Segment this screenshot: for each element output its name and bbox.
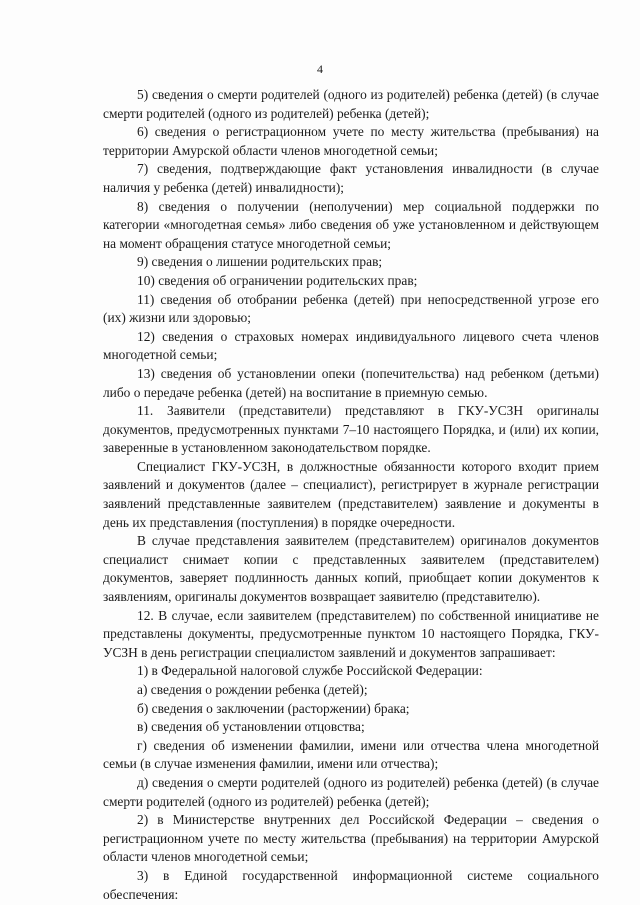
paragraph: 12. В случае, если заявителем (представителем) по собственной инициативе не представлены документы, предусмотренные пунктом 10 настоящего Порядка, ГКУ-УСЗН в день регистрации специалистом заявлений и документов запрашивает: bbox=[103, 607, 599, 660]
paragraph: 13) сведения об установлении опеки (попечительства) над ребенком (детьми) либо о передаче ребенка (детей) на воспитание в приемную семью. bbox=[103, 365, 599, 400]
paragraph: в) сведения об установлении отцовства; bbox=[137, 719, 365, 735]
paragraph: 7) сведения, подтверждающие факт установления инвалидности (в случае наличия у ребенка (детей) инвалидности); bbox=[103, 161, 599, 195]
paragraph: 6) сведения о регистрационном учете по месту жительства (пребывания) на территории Амурской области членов многодетной семьи; bbox=[103, 124, 599, 158]
paragraph: 5) сведения о смерти родителей (одного из родителей) ребенка (детей) (в случае смерти родителей (одного из родителей) ребенка (детей); bbox=[103, 87, 599, 121]
paragraph: 8) сведения о получении (неполучении) мер социальной поддержки по категории «многодетная семья» либо сведения об уже установленном и действующем на момент обращения статусе многодетной семьи; bbox=[103, 198, 599, 251]
paragraph: 2) в Министерстве внутренних дел Российской Федерации – сведения о регистрационном учете по месту жительства (пребывания) на территории Амурской области членов многодетной семьи; bbox=[103, 812, 599, 865]
paragraph: б) сведения о заключении (расторжении) брака; bbox=[137, 700, 410, 716]
paragraph: 12) сведения о страховых номерах индивидуального лицевого счета членов многодетной семьи; bbox=[103, 328, 599, 363]
page-number: 4 bbox=[317, 62, 323, 76]
paragraph: 1) в Федеральной налоговой службе Российской Федерации: bbox=[137, 663, 483, 679]
paragraph: 3) в Единой государственной информационной системе социального обеспечения: bbox=[103, 867, 599, 902]
paragraph: 10) сведения об ограничении родительских прав; bbox=[137, 272, 418, 288]
paragraph: д) сведения о смерти родителей (одного из родителей) ребенка (детей) (в случае смерти родителей (одного из родителей) ребенка (детей); bbox=[103, 774, 599, 809]
paragraph: Специалист ГКУ-УСЗН, в должностные обязанности которого входит прием заявлений и документов (далее – специалист), регистрирует в журнале регистрации заявлений представленные заявителем (представителем) заявление и документы в день их представления (поступления) в порядке очередности. bbox=[103, 458, 599, 530]
document-body bbox=[103, 86, 599, 904]
paragraph: В случае представления заявителем (представителем) оригиналов документов специалист снимает копии с представленных заявителем (представителем) документов, заверяет подлинность данных копий, приобщает копии документов к заявлениям, оригиналы документов возвращает заявителю (представителю). bbox=[103, 533, 599, 605]
paragraph: 9) сведения о лишении родительских прав; bbox=[137, 254, 383, 270]
paragraph: 11. Заявители (представители) представляют в ГКУ-УСЗН оригиналы документов, предусмотренных пунктами 7–10 настоящего Порядка, и (или) их копии, заверенные в установленном законодательством порядке. bbox=[103, 403, 599, 456]
paragraph: а) сведения о рождении ребенка (детей); bbox=[137, 682, 368, 697]
paragraph: 11) сведения об отобрании ребенка (детей) при непосредственной угрозе его (их) жизни или здоровью; bbox=[103, 291, 599, 326]
paragraph: г) сведения об изменении фамилии, имени или отчества члена многодетной семьи (в случае изменения фамилии, имени или отчества); bbox=[103, 737, 599, 772]
